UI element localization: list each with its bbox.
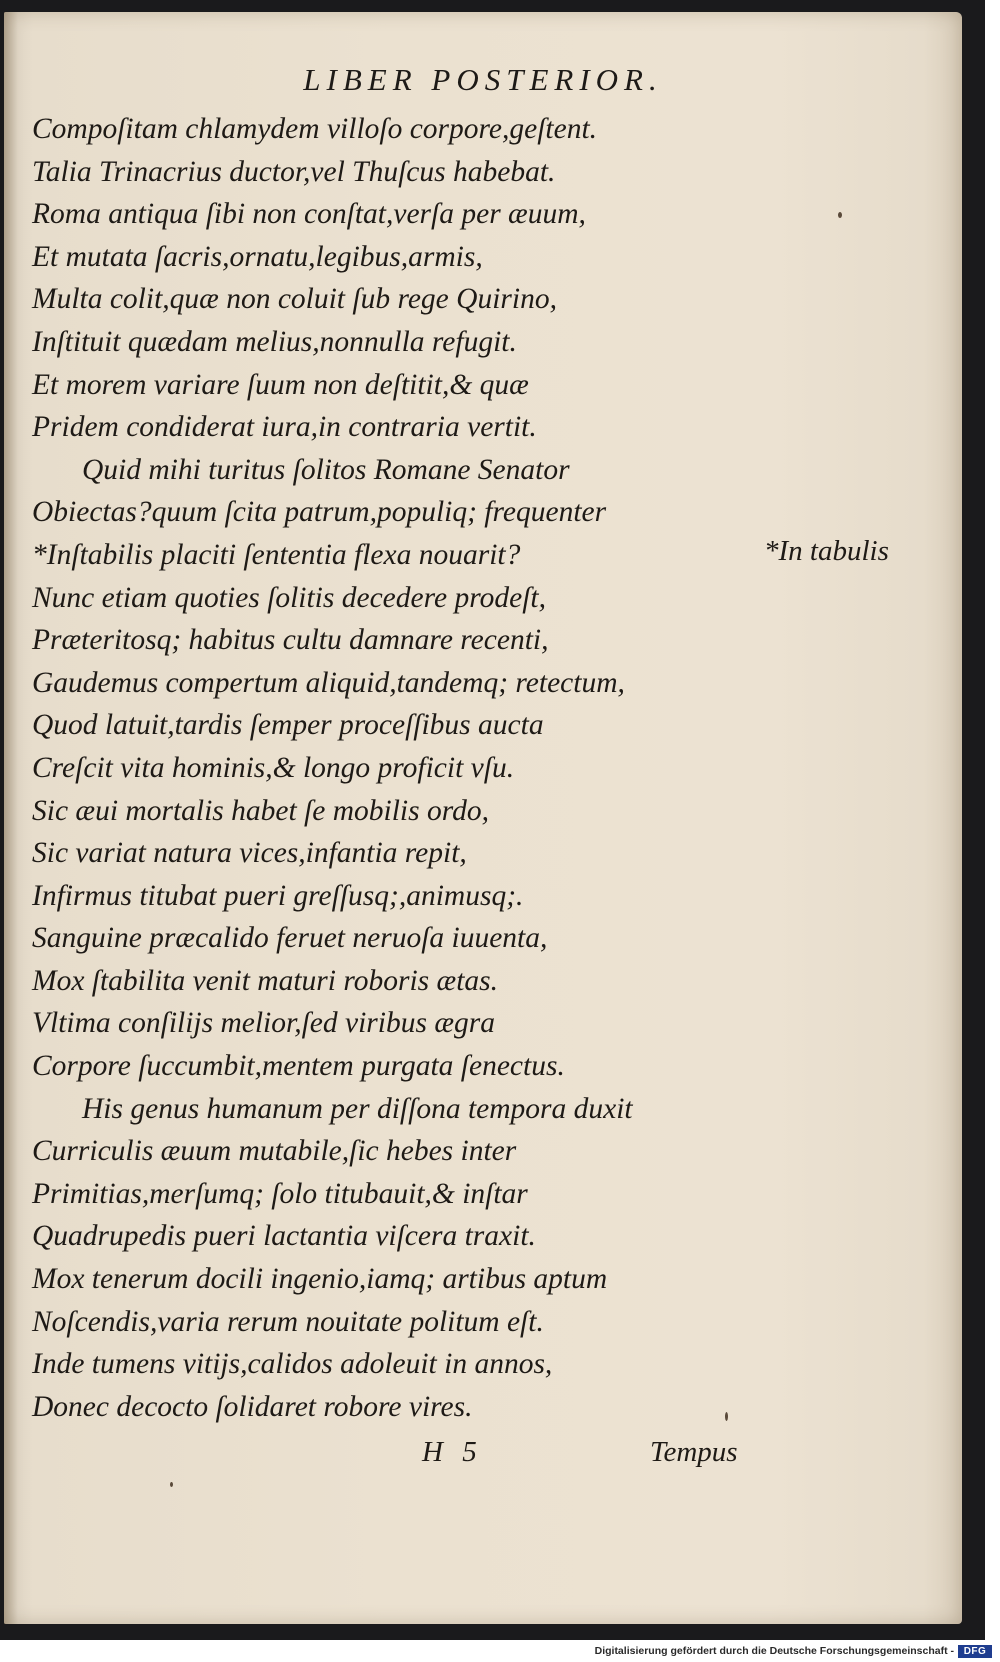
verse-line: Nunc etiam quoties ſolitis decedere prodeſt, <box>32 581 546 614</box>
verse-line: Talia Trinacrius ductor,vel Thuſcus habebat. <box>32 155 556 188</box>
verse-line: Inde tumens vitijs,calidos adoleuit in annos, <box>32 1348 553 1381</box>
verse-text-block <box>32 108 752 1428</box>
verse-line: Compoſitam chlamydem villoſo corpore,geſtent. <box>32 113 598 145</box>
verse-line: Multa colit,quæ non coluit ſub rege Quirino, <box>32 283 557 316</box>
verse-line: Vltima conſilijs melior,ſed viribus ægra <box>32 1007 495 1040</box>
page-gutter-shadow <box>4 12 18 1624</box>
signature-mark: H 5 <box>422 1436 477 1468</box>
verse-line: Inſtituit quædam melius,nonnulla refugit. <box>32 325 517 358</box>
verse-line: Sic æui mortalis habet ſe mobilis ordo, <box>32 794 489 827</box>
verse-line: Infirmus titubat pueri greſſusq;,animusq;. <box>32 879 524 912</box>
book-page <box>4 12 962 1624</box>
paper-speck <box>838 212 842 218</box>
verse-line: Noſcendis,varia rerum nouitate politum eſt. <box>32 1305 544 1338</box>
dfg-logo: DFG <box>958 1645 992 1658</box>
verse-line: Obiectas?quum ſcita patrum,populiq; frequenter <box>32 496 607 529</box>
paper-speck <box>170 1482 173 1487</box>
verse-line: Corpore ſuccumbit,mentem purgata ſenectus. <box>32 1050 565 1083</box>
verse-line: Quid mihi turitus ſolitos Romane Senator <box>82 453 570 486</box>
verse-line: Donec decocto ſolidaret robore vires. <box>32 1390 473 1423</box>
verse-line: Gaudemus compertum aliquid,tandemq; retectum, <box>32 666 625 699</box>
verse-line: Curriculis æuum mutabile,ſic hebes inter <box>32 1135 517 1168</box>
verse-line: Quod latuit,tardis ſemper proceſſibus aucta <box>32 709 544 742</box>
digitization-credit: Digitalisierung gefördert durch die Deutsche Forschungsgemeinschaft - <box>594 1645 954 1657</box>
margin-note: *In tabulis <box>764 535 889 567</box>
verse-line: Præteritosq; habitus cultu damnare recenti, <box>32 624 549 657</box>
verse-line: Sanguine præcalido feruet neruoſa iuuenta, <box>32 922 548 955</box>
verse-line: Creſcit vita hominis,& longo proficit vſu. <box>32 751 515 784</box>
verse-line: *Inſtabilis placiti ſententia flexa nouarit? <box>32 538 521 571</box>
verse-line: Et mutata ſacris,ornatu,legibus,armis, <box>32 240 483 273</box>
verse-line: Pridem condiderat iura,in contraria vertit. <box>32 411 537 444</box>
running-head: LIBER POSTERIOR. <box>303 62 663 97</box>
verse-line: Sic variat natura vices,infantia repit, <box>32 837 467 870</box>
verse-line: Et morem variare ſuum non deſtitit,& quæ <box>32 368 529 401</box>
catchword: Tempus <box>650 1436 738 1468</box>
verse-line: Quadrupedis pueri lactantia viſcera traxit. <box>32 1220 536 1253</box>
paper-speck <box>725 1412 728 1421</box>
verse-line: Mox ſtabilita venit maturi roboris ætas. <box>32 964 498 997</box>
verse-line: Primitias,merſumq; ſolo titubauit,& inſtar <box>32 1177 528 1210</box>
verse-line: His genus humanum per diſſona tempora duxit <box>82 1092 633 1125</box>
verse-line: Mox tenerum docili ingenio,iamq; artibus aptum <box>32 1263 608 1296</box>
verse-line: Roma antiqua ſibi non conſtat,verſa per æuum, <box>32 198 586 231</box>
